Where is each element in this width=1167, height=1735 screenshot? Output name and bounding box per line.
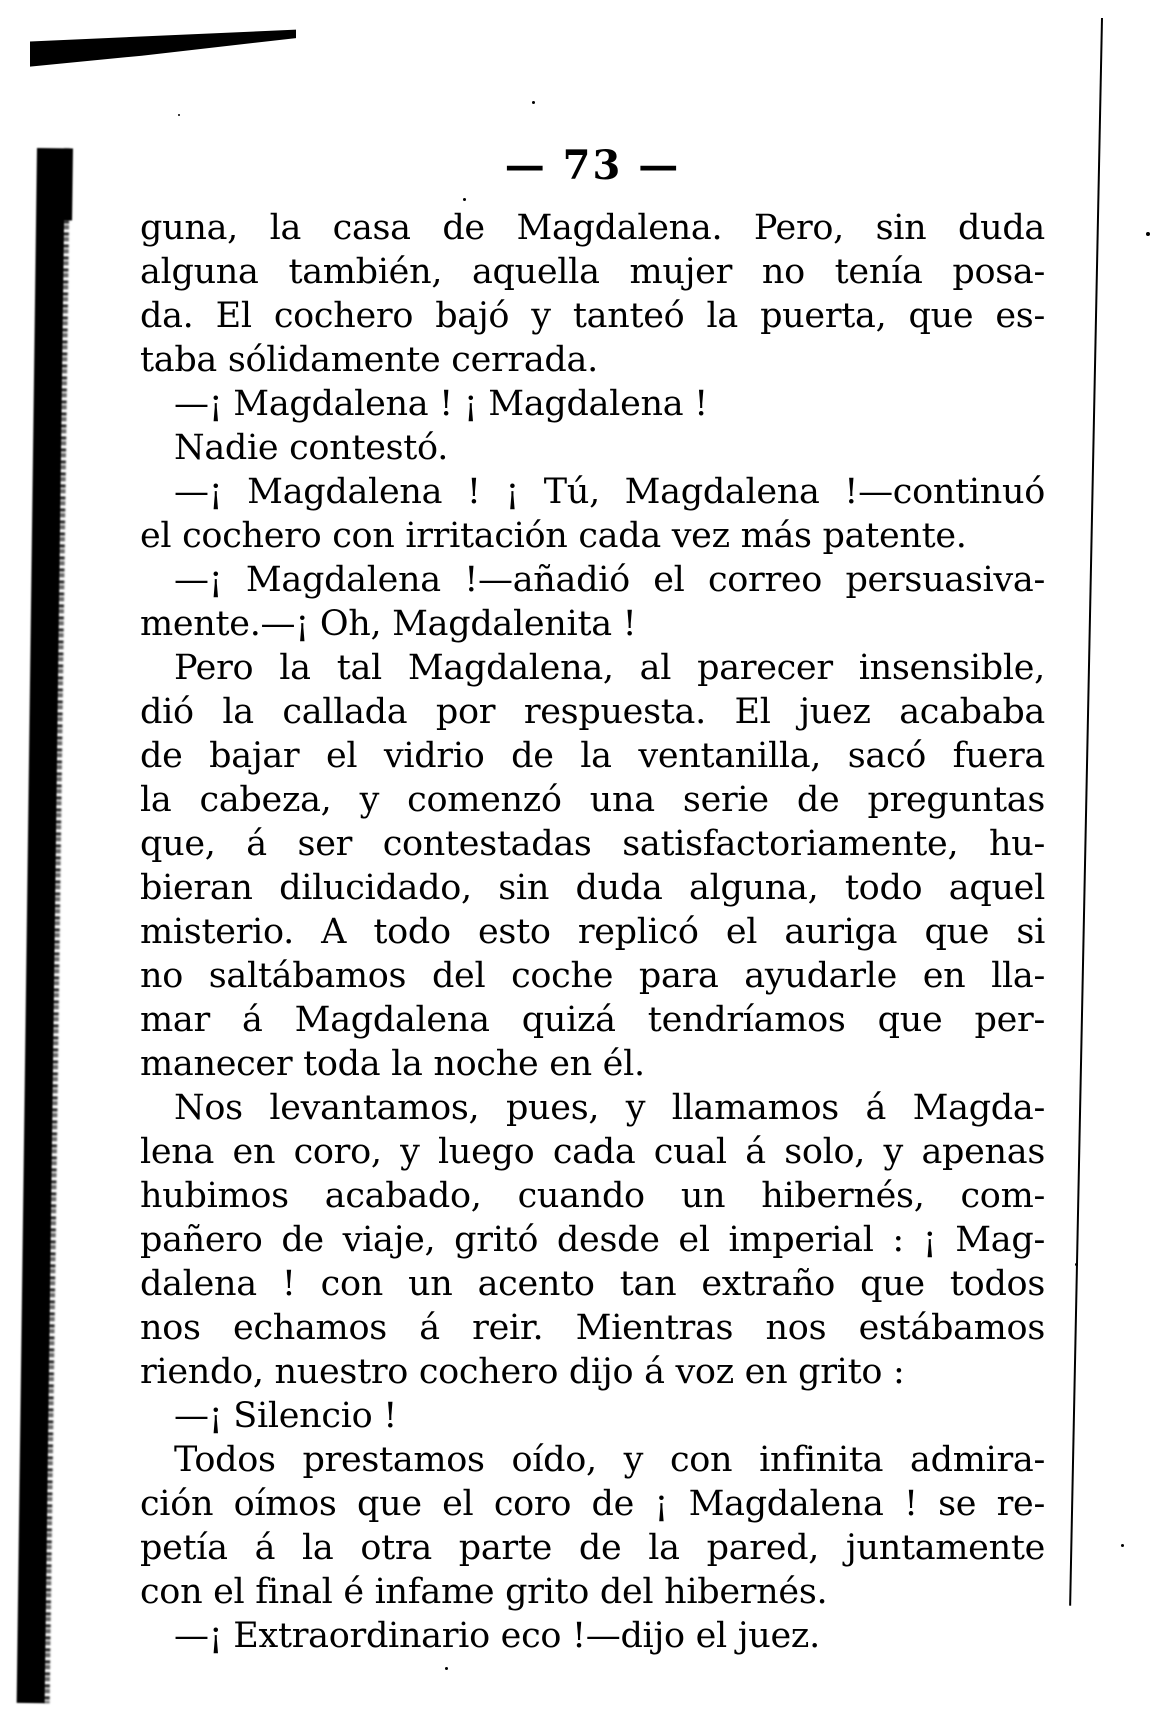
text-line: petía á la otra parte de la pared, juntamente xyxy=(140,1528,1045,1568)
text-line: guna, la casa de Magdalena. Pero, sin duda xyxy=(140,208,1045,248)
text-line: de bajar el vidrio de la ventanilla, sacó fuera xyxy=(140,736,1045,776)
scan-speck xyxy=(1075,1263,1078,1266)
text-line: —¡ Magdalena ! ¡ Magdalena ! xyxy=(174,384,708,424)
text-line: mente.—¡ Oh, Magdalenita ! xyxy=(140,604,637,644)
scan-wedge-artifact xyxy=(30,28,296,70)
text-line: el cochero con irritación cada vez más patente. xyxy=(140,516,967,556)
text-line: Nos levantamos, pues, y llamamos á Magda- xyxy=(174,1088,1045,1128)
text-line: dió la callada por respuesta. El juez acababa xyxy=(140,692,1045,732)
text-line: no saltábamos del coche para ayudarle en lla- xyxy=(140,956,1045,996)
text-line: que, á ser contestadas satisfactoriamente, hu- xyxy=(140,824,1045,864)
text-line: hubimos acabado, cuando un hibernés, com- xyxy=(140,1176,1045,1216)
text-line: lena en coro, y luego cada cual á solo, y apenas xyxy=(140,1132,1045,1172)
text-line: pañero de viaje, gritó desde el imperial : ¡ Mag- xyxy=(140,1220,1045,1260)
scan-speck xyxy=(445,1667,448,1670)
text-line: misterio. A todo esto replicó el auriga que si xyxy=(140,912,1045,952)
text-line: —¡ Magdalena ! ¡ Tú, Magdalena !—continuó xyxy=(174,472,1045,512)
text-line: —¡ Magdalena !—añadió el correo persuasiva- xyxy=(174,560,1045,600)
text-line: Pero la tal Magdalena, al parecer insensible, xyxy=(174,648,1045,688)
text-line: Todos prestamos oído, y con infinita admira- xyxy=(174,1440,1045,1480)
page-edge-line xyxy=(1069,18,1103,1606)
text-line: con el final é infame grito del hibernés. xyxy=(140,1572,828,1612)
text-line: la cabeza, y comenzó una serie de preguntas xyxy=(140,780,1045,820)
text-line: riendo, nuestro cochero dijo á voz en grito : xyxy=(140,1352,905,1392)
page-number: — 73 — xyxy=(504,142,681,189)
text-line: mar á Magdalena quizá tendríamos que per- xyxy=(140,1000,1045,1040)
scan-speck xyxy=(178,114,180,116)
scan-speck xyxy=(463,198,466,201)
text-line: alguna también, aquella mujer no tenía posa- xyxy=(140,252,1045,292)
gutter-shadow xyxy=(17,148,65,1703)
text-line: dalena ! con un acento tan extraño que todos xyxy=(140,1264,1045,1304)
scan-speck xyxy=(1121,1544,1124,1547)
text-line: da. El cochero bajó y tanteó la puerta, que es- xyxy=(140,296,1045,336)
text-line: ción oímos que el coro de ¡ Magdalena ! se re- xyxy=(140,1484,1045,1524)
text-line: nos echamos á reir. Mientras nos estábamos xyxy=(140,1308,1045,1348)
text-line: bieran dilucidado, sin duda alguna, todo aquel xyxy=(140,868,1045,908)
scan-speck xyxy=(1146,232,1150,236)
text-line: Nadie contestó. xyxy=(174,428,449,468)
text-line: taba sólidamente cerrada. xyxy=(140,340,598,380)
text-line: —¡ Silencio ! xyxy=(174,1396,397,1436)
scan-speck xyxy=(532,101,535,104)
text-line: manecer toda la noche en él. xyxy=(140,1044,645,1084)
body-text xyxy=(140,206,1045,1658)
text-line: —¡ Extraordinario eco !—dijo el juez. xyxy=(174,1616,820,1656)
